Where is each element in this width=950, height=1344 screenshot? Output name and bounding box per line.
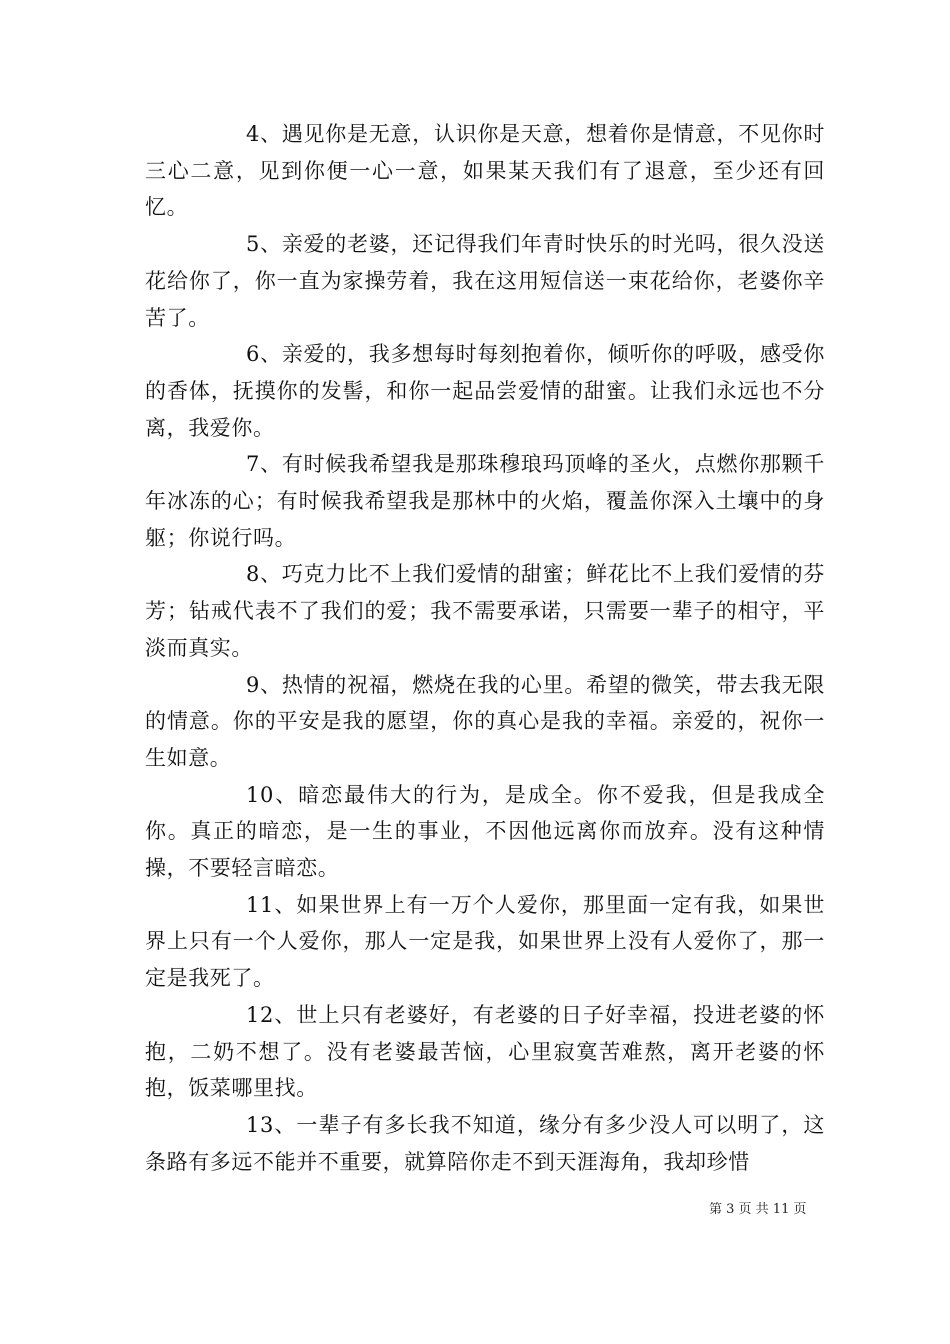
document-body	[145, 116, 825, 1180]
paragraph-11: 11、如果世界上有一万个人爱你，那里面一定有我，如果世界上只有一个人爱你，那人一定是我，如果世界上没有人爱你了，那一定是我死了。	[145, 892, 825, 991]
paragraph-8: 8、巧克力比不上我们爱情的甜蜜；鲜花比不上我们爱情的芬芳；钻戒代表不了我们的爱；我不需要承诺，只需要一辈子的相守，平淡而真实。	[145, 562, 825, 660]
paragraph-9: 9、热情的祝福，燃烧在我的心里。希望的微笑，带去我无限的情意。你的平安是我的愿望，你的真心是我的幸福。亲爱的，祝你一生如意。	[145, 672, 825, 770]
paragraph-7: 7、有时候我希望我是那珠穆琅玛顶峰的圣火，点燃你那颗千年冰冻的心；有时候我希望我是那林中的火焰，覆盖你深入土壤中的身躯；你说行吗。	[145, 452, 825, 550]
paragraph-12: 12、世上只有老婆好，有老婆的日子好幸福，投进老婆的怀抱，二奶不想了。没有老婆最苦恼，心里寂寞苦难熬，离开老婆的怀抱，饭菜哪里找。	[145, 1002, 825, 1101]
paragraph-6: 6、亲爱的，我多想每时每刻抱着你，倾听你的呼吸，感受你的香体，抚摸你的发髻，和你一起品尝爱情的甜蜜。让我们永远也不分离，我爱你。	[145, 342, 825, 440]
page-number-footer: 第 3 页 共 11 页	[709, 1202, 807, 1217]
paragraph-4: 4、遇见你是无意，认识你是天意，想着你是情意，不见你时三心二意，见到你便一心一意，如果某天我们有了退意，至少还有回忆。	[145, 122, 825, 220]
paragraph-13: 13、一辈子有多长我不知道，缘分有多少没人可以明了，这条路有多远不能并不重要，就算陪你走不到天涯海角，我却珍惜	[145, 1112, 825, 1174]
paragraph-5: 5、亲爱的老婆，还记得我们年青时快乐的时光吗，很久没送花给你了，你一直为家操劳着，我在这用短信送一束花给你，老婆你辛苦了。	[145, 232, 825, 330]
paragraph-10: 10、暗恋最伟大的行为，是成全。你不爱我，但是我成全你。真正的暗恋，是一生的事业，不因他远离你而放弃。没有这种情操，不要轻言暗恋。	[145, 782, 825, 881]
